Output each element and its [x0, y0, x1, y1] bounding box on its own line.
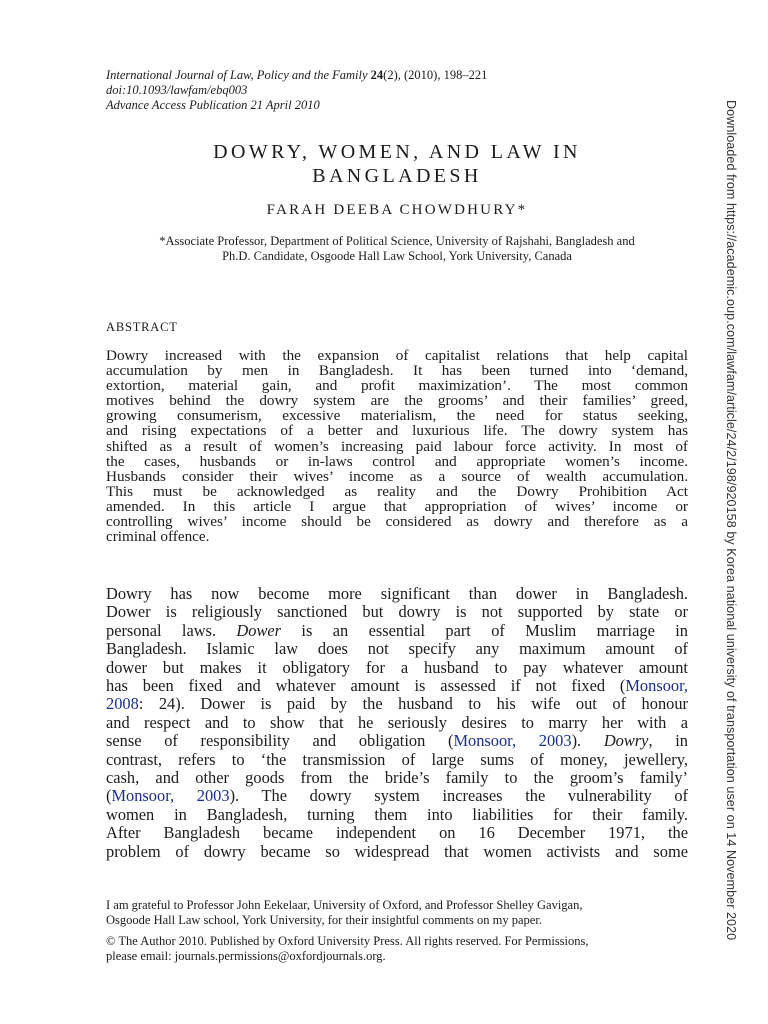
abstract-line: shifted as a result of women’s increasing paid labour force activity. In most of — [106, 437, 688, 455]
acknowledgement-footnote — [106, 898, 688, 928]
body-line: contrast, refers to ‘the transmission of large sums of money, jewellery, — [106, 749, 688, 769]
body-line: problem of dowry became so widespread that women activists and some — [106, 841, 688, 861]
copyright-line: please email: journals.permissions@oxfordjournals.org. — [106, 949, 386, 963]
doi[interactable]: doi:10.1093/lawfam/ebq003 — [106, 83, 248, 97]
emphasis-dowry: Dowry — [603, 731, 649, 751]
article-title — [106, 140, 688, 188]
body-line: and respect and to show that he seriously desires to marry her with a — [106, 712, 688, 732]
issue-pages: (2), (2010), 198–221 — [383, 68, 488, 82]
body-line: Bangladesh. Islamic law does not specify any maximum amount of — [106, 639, 688, 659]
citation-line — [106, 68, 487, 83]
body-line: cash, and other goods from the bride’s family to the groom’s family’ — [106, 768, 688, 788]
body-line: sense of responsibility and obligation (Monsoor, 2003). Dowry, in — [106, 731, 688, 751]
body-line: (Monsoor, 2003). The dowry system increases the vulnerability of — [106, 786, 688, 806]
body-line: Dower is religiously sanctioned but dowry is not supported by state or — [106, 602, 688, 622]
journal-name: International Journal of Law, Policy and the Family — [106, 68, 368, 82]
affiliation-line: Ph.D. Candidate, Osgoode Hall Law School, York University, Canada — [222, 249, 572, 263]
title-line: DOWRY, WOMEN, AND LAW IN — [213, 141, 581, 163]
body-line: personal laws. Dower is an essential part of Muslim marriage in — [106, 620, 688, 640]
abstract-text — [106, 348, 688, 544]
download-notice: Downloaded from https://academic.oup.com/lawfam/article/24/2/198/920158 by Korea national university of transportation user on 14 November 2020 — [724, 100, 738, 941]
author-affiliation — [106, 234, 688, 264]
body-line: Dowry has now become more significant than dower in Bangladesh. — [106, 584, 688, 603]
copyright-notice — [106, 934, 688, 964]
body-line: dower but makes it obligatory for a husband to pay whatever amount — [106, 657, 688, 677]
body-text — [106, 585, 688, 861]
citation-link[interactable]: Monsoor, — [625, 676, 688, 696]
download-watermark — [724, 100, 739, 941]
title-line: BANGLADESH — [312, 165, 482, 187]
body-line: women in Bangladesh, turning them into liabilities for their family. — [106, 804, 688, 824]
abstract-line: This must be acknowledged as reality and the Dowry Prohibition Act — [106, 482, 688, 500]
abstract-line: amended. In this article I argue that appropriation of wives’ income or — [106, 497, 688, 515]
abstract-line: the cases, husbands or in-laws control and appropriate women’s income. — [106, 452, 688, 470]
abstract-line: motives behind the dowry system are the grooms’ and their families’ greed, — [106, 392, 688, 410]
author-name: FARAH DEEBA CHOWDHURY* — [266, 202, 528, 218]
body-line: 2008: 24). Dower is paid by the husband to his wife out of honour — [106, 694, 688, 714]
body-line: After Bangladesh became independent on 16 December 1971, the — [106, 823, 688, 843]
abstract-line: Husbands consider their wives’ income as a source of wealth accumulation. — [106, 467, 688, 485]
citation-link[interactable]: Monsoor, 2003 — [453, 731, 572, 751]
volume: 24 — [370, 68, 384, 82]
body-line: has been fixed and whatever amount is assessed if not fixed (Monsoor, — [106, 676, 688, 696]
footnote-line: Osgoode Hall Law school, York University, for their insightful comments on my paper. — [106, 913, 542, 927]
access-date: Advance Access Publication 21 April 2010 — [106, 98, 320, 112]
citation-link[interactable]: 2008 — [106, 694, 139, 714]
abstract-line: criminal offence. — [106, 528, 210, 546]
abstract-line: growing consumerism, excessive materialism, the need for status seeking, — [106, 407, 688, 425]
emphasis-dower: Dower — [236, 620, 282, 640]
copyright-line: © The Author 2010. Published by Oxford University Press. All rights reserved. For Permissions, — [106, 934, 589, 948]
journal-header — [106, 68, 487, 113]
abstract-line: controlling wives’ income should be considered as dowry and therefore as a — [106, 513, 688, 531]
abstract-line: accumulation by men in Bangladesh. It has been turned into ‘demand, — [106, 362, 688, 380]
footnote-line: I am grateful to Professor John Eekelaar, University of Oxford, and Professor Shelley Gavigan, — [106, 898, 583, 912]
affiliation-line: *Associate Professor, Department of Political Science, University of Rajshahi, Bangladesh and — [159, 234, 635, 248]
abstract-line: Dowry increased with the expansion of capitalist relations that help capital — [106, 347, 688, 364]
abstract-line: extortion, material gain, and profit maximization’. The most common — [106, 377, 688, 395]
abstract-line: and rising expectations of a better and luxurious life. The dowry system has — [106, 422, 688, 440]
abstract-heading: ABSTRACT — [106, 320, 178, 334]
citation-link[interactable]: Monsoor, 2003 — [111, 786, 230, 806]
